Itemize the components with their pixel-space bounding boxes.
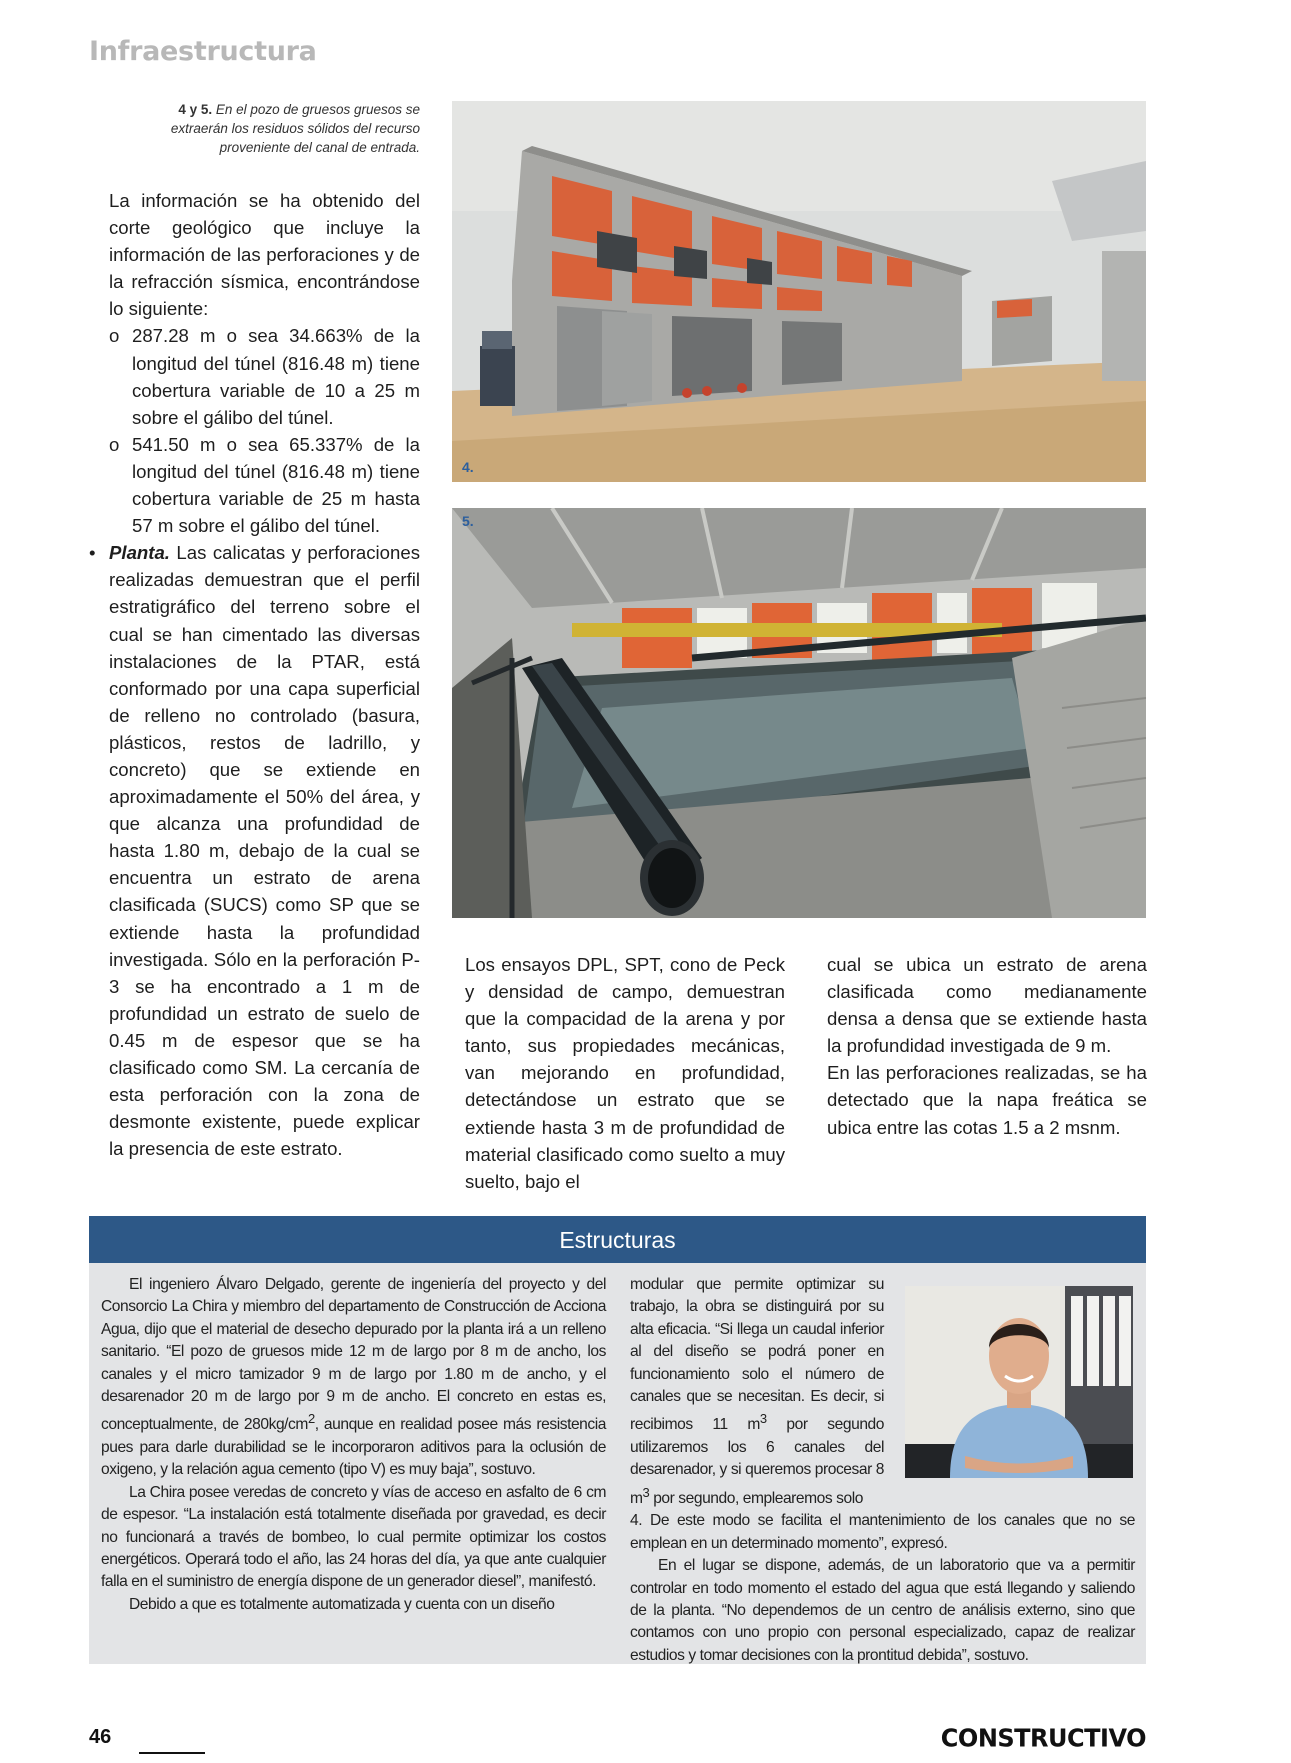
caption-text: En el pozo de gruesos gruesos se extraerán los residuos sólidos del recurso proveniente del canal de entrada. — [170, 102, 420, 155]
list-item — [89, 322, 420, 430]
list-item-text: 287.28 m o sea 34.663% de la longitud del túnel (816.48 m) tiene cobertura variable de 10 a 25 m sobre el gálibo del túnel. — [132, 325, 420, 428]
sidebar-paragraph — [101, 1274, 606, 1482]
photo-label-4: 4. — [462, 459, 474, 475]
photo-water-tank — [452, 508, 1146, 918]
bullet-marker: • — [89, 542, 96, 564]
sidebar-paragraph: La Chira posee veredas de concreto y vías de acceso en asfalto de 6 cm de espesor. “La instalación está totalmente diseñada por gravedad, es decir no funcionará a través de bombeo, lo cual permite optimizar los costos energéticos. Operará todo el año, las 24 horas del día, ya que ante cualquier falla en el suministro de energía dispone de un generador diesel”, manifestó. — [101, 1483, 606, 1591]
sidebar-title: Estructuras — [89, 1216, 1146, 1263]
list-item-text: 541.50 m o sea 65.337% de la longitud del túnel (816.48 m) tiene cobertura variable de 25 m hasta 57 m sobre el gálibo del túnel. — [132, 433, 420, 537]
superscript: 3 — [759, 1411, 767, 1427]
right-paragraph-2: En las perforaciones realizadas, se ha detectado que la napa freática se ubica entre las cotas 1.5 a 2 msnm. — [827, 1062, 1147, 1138]
sidebar-paragraph: Debido a que es totalmente automatizada y cuenta con un diseño — [129, 1595, 555, 1613]
page-rule — [139, 1752, 205, 1754]
sidebar-paragraph: En el lugar se dispone, además, de un laboratorio que va a permitir controlar en todo momento el estado del agua que está llegando y saliendo de la planta. “No dependemos de un centro de análisis externo, sino que contamos con uno propio con personal especializado, capaz de realizar estudios y tomar decisiones con la prontitud debida”, sostuvo. — [630, 1557, 1135, 1664]
bullet-item-planta — [89, 539, 420, 1162]
photo-label-5: 5. — [462, 513, 474, 529]
sidebar-text: modular que permite optimizar su trabajo, la obra se distinguirá por su alta eficacia. “Si llega un caudal inferior al del diseño se podrá poner en funcionamiento solo el número de canales que se necesitan. Es decir, si recibimos 11 m — [630, 1276, 884, 1434]
sidebar-paragraph: 4. De este modo se facilita el mantenimiento de los canales que no se emplean en un determinado momento”, expresó. — [630, 1512, 1135, 1552]
right-paragraph-1: cual se ubica un estrato de arena clasificada como medianamente densa a densa que se extiende hasta la profundidad investigada de 9 m. — [827, 954, 1147, 1057]
bullet-text: Las calicatas y perforaciones realizadas demuestran que el perfil estratigráfico del terreno sobre el cual se han cimentado las diversas instalaciones de la PTAR, está conformado por una capa superficial de relleno no controlado (basura, plásticos, restos de ladrillo, y concreto) que se extiende en aproximadamente el 50% del área, y que alcanza una profundidad de hasta 1.80 m, debajo de la cual se encuentra un estrato de arena clasificada (SUCS) como SP que se extiende hasta la profundidad investigada. Sólo en la perforación P-3 se ha encontrado a 1 m de profundidad un estrato de suelo de 0.45 m de espesor que se ha clasificado como SM. La cercanía de esta perforación con la zona de desmonte existente, puede explicar la presencia de este estrato. — [109, 542, 420, 1160]
page-number: 46 — [89, 1726, 112, 1748]
middle-column — [465, 951, 785, 1195]
left-column — [89, 187, 420, 1162]
photo-plant-building — [452, 101, 1146, 482]
sidebar-paragraph — [630, 1274, 884, 1510]
sidebar-text: por segundo utilizaremos los 6 canales del desarenador, y si queremos procesar 8 m — [630, 1416, 884, 1508]
magazine-brand: CONSTRUCTIVO — [940, 1723, 1146, 1753]
list-marker: o — [109, 433, 120, 455]
sidebar-left-column — [101, 1274, 606, 1616]
section-label: Infraestructura — [89, 36, 317, 67]
intro-paragraph: La información se ha obtenido del corte geológico que incluye la información de las perforaciones y de la refracción sísmica, encontrándose lo siguiente: — [109, 190, 420, 320]
sidebar-text: El ingeniero Álvaro Delgado, gerente de ingeniería del proyecto y del Consorcio La Chira y miembro del departamento de Construcción de Acciona Agua, dijo que el material de desecho depurado por la planta irá a un relleno sanitario. “El pozo de gruesos mide 12 m de largo por 8 m de ancho, los canales y el micro tamizador 9 m de largo por 1.80 m de ancho, y el desarenador 20 m de largo por 9 m de ancho. El concreto en estas es, conceptualmente, de 280kg/cm — [101, 1276, 606, 1434]
superscript: 3 — [642, 1484, 650, 1500]
list-item — [89, 431, 420, 539]
sidebar-right-column — [630, 1274, 1135, 1667]
photo-caption — [120, 100, 420, 157]
caption-number: 4 y 5. — [178, 102, 213, 117]
sidebar-box — [89, 1216, 1146, 1664]
right-column — [827, 951, 1147, 1141]
sidebar-text: por segundo, emplearemos solo — [649, 1490, 863, 1508]
superscript: 2 — [307, 1411, 315, 1427]
list-marker: o — [109, 325, 120, 347]
middle-paragraph: Los ensayos DPL, SPT, cono de Peck y densidad de campo, demuestran que la compacidad de la arena y por tanto, sus propiedades mecánicas, van mejorando en profundidad, detectándose un estrato que se extiende hasta 3 m de profundidad de material clasificado como suelto a muy suelto, bajo el — [465, 954, 785, 1192]
sidebar-text: , aunque en realidad posee más resistencia pues para darle durabilidad se le incorporaron aditivos para la oclusión de oxigeno, y la relación agua cemento (tipo V) es muy baja”, sostuvo. — [101, 1416, 606, 1479]
bullet-label: Planta. — [109, 542, 170, 564]
